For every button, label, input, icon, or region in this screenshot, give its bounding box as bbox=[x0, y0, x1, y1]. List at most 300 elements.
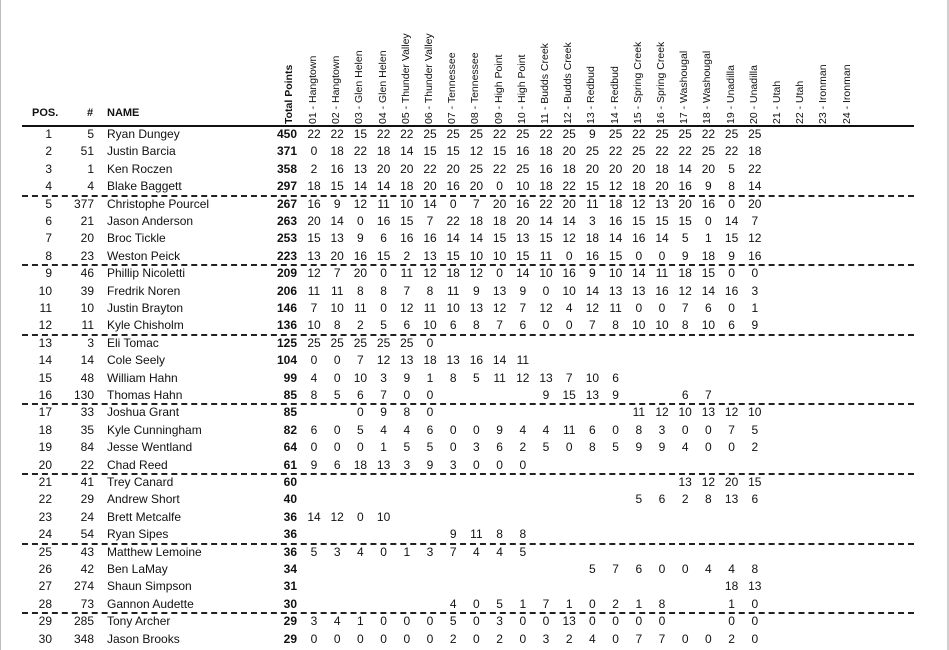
round-score-cell: 18 bbox=[446, 266, 460, 281]
round-score-cell: 13 bbox=[585, 388, 600, 402]
round-header: 03 - Glen Helen bbox=[353, 50, 366, 124]
round-score-cell: 9 bbox=[635, 440, 643, 455]
round-score-cell: 14 bbox=[748, 179, 762, 194]
round-score-cell: 14 bbox=[423, 196, 437, 211]
round-score-cell: 16 bbox=[678, 179, 692, 194]
round-score-cell: 7 bbox=[449, 544, 457, 559]
round-score-cell: 8 bbox=[681, 318, 689, 333]
round-score-cell: 18 bbox=[678, 266, 692, 281]
round-score-cell: 5 bbox=[380, 318, 387, 333]
round-score-cell: 0 bbox=[449, 422, 457, 437]
position-cell: 19 bbox=[38, 440, 52, 455]
round-score-cell: 16 bbox=[376, 214, 391, 228]
bike-number-cell: 3 bbox=[87, 335, 94, 350]
round-score-cell: 0 bbox=[705, 214, 712, 228]
round-score-cell: 8 bbox=[310, 388, 318, 402]
round-score-cell: 7 bbox=[681, 301, 689, 315]
position-cell: 14 bbox=[38, 353, 52, 368]
round-score-cell: 7 bbox=[635, 631, 643, 646]
round-score-cell: 16 bbox=[562, 266, 576, 281]
round-score-cell: 4 bbox=[589, 631, 596, 646]
round-score-cell: 18 bbox=[724, 579, 739, 594]
round-score-cell: 14 bbox=[330, 214, 344, 228]
round-score-cell: 10 bbox=[307, 318, 321, 333]
round-score-cell: 5 bbox=[612, 440, 619, 455]
table-row bbox=[0, 404, 949, 421]
position-cell: 9 bbox=[45, 266, 52, 281]
round-score-cell: 18 bbox=[585, 231, 600, 246]
round-score-cell: 16 bbox=[516, 196, 530, 211]
round-score-cell: 6 bbox=[357, 388, 364, 402]
rider-name-cell: Ben LaMay bbox=[107, 562, 168, 576]
round-score-cell: 20 bbox=[330, 248, 344, 263]
round-score-cell: 10 bbox=[539, 266, 553, 281]
total-points-cell: 209 bbox=[276, 266, 297, 281]
round-score-cell: 20 bbox=[562, 144, 576, 159]
round-score-cell: 6 bbox=[612, 370, 619, 385]
round-header: 13 - Redbud bbox=[585, 66, 598, 124]
table-row bbox=[0, 457, 949, 474]
round-score-cell: 5 bbox=[357, 422, 364, 437]
total-points-cell: 40 bbox=[283, 492, 297, 507]
rider-name-cell: Andrew Short bbox=[107, 492, 180, 507]
table-row bbox=[0, 335, 949, 352]
total-points-cell: 85 bbox=[283, 405, 297, 420]
total-points-cell: 125 bbox=[276, 335, 297, 350]
round-score-cell: 20 bbox=[446, 161, 460, 176]
round-score-cell: 7 bbox=[473, 196, 480, 211]
round-score-cell: 16 bbox=[330, 161, 344, 176]
round-score-cell: 18 bbox=[701, 248, 716, 263]
round-score-cell: 22 bbox=[307, 127, 321, 141]
round-header: 18 - Washougal bbox=[701, 50, 714, 124]
bike-number-cell: 43 bbox=[80, 544, 94, 559]
round-score-cell: 11 bbox=[586, 196, 599, 211]
round-score-cell: 4 bbox=[333, 614, 341, 629]
round-header: 12 - Budds Creek bbox=[562, 42, 575, 124]
round-header: 22 - Utah bbox=[794, 80, 807, 124]
round-score-cell: 0 bbox=[705, 422, 712, 437]
total-points-cell: 61 bbox=[283, 457, 297, 472]
round-score-cell: 0 bbox=[542, 283, 550, 298]
bike-number-cell: 20 bbox=[80, 231, 94, 246]
round-score-cell: 25 bbox=[632, 144, 646, 159]
round-score-cell: 0 bbox=[310, 353, 318, 368]
table-row bbox=[0, 178, 949, 195]
table-row bbox=[0, 230, 949, 247]
round-score-cell: 22 bbox=[539, 196, 553, 211]
position-cell: 27 bbox=[38, 579, 52, 594]
bike-number-cell: 377 bbox=[73, 196, 94, 211]
round-score-cell: 8 bbox=[705, 492, 712, 507]
round-score-cell: 6 bbox=[333, 457, 341, 472]
round-score-cell: 7 bbox=[380, 388, 387, 402]
position-cell: 16 bbox=[38, 388, 52, 402]
bike-number-cell: 48 bbox=[80, 370, 94, 385]
round-score-cell: 18 bbox=[400, 179, 414, 194]
round-score-cell: 20 bbox=[701, 161, 716, 176]
round-score-cell: 14 bbox=[585, 283, 600, 298]
round-score-cell: 10 bbox=[562, 283, 576, 298]
total-points-cell: 29 bbox=[283, 614, 297, 629]
table-row bbox=[0, 300, 949, 317]
bike-number-cell: 51 bbox=[80, 144, 94, 159]
round-score-cell: 11 bbox=[307, 283, 321, 298]
bike-number-cell: 24 bbox=[80, 509, 94, 524]
round-score-cell: 1 bbox=[635, 596, 643, 611]
round-score-cell: 20 bbox=[562, 196, 576, 211]
table-row bbox=[0, 561, 949, 578]
total-points-cell: 36 bbox=[283, 544, 297, 559]
round-score-cell: 14 bbox=[724, 214, 739, 228]
total-points-cell: 30 bbox=[283, 596, 297, 611]
round-score-cell: 3 bbox=[449, 457, 457, 472]
round-score-cell: 2 bbox=[310, 161, 318, 176]
round-score-cell: 0 bbox=[751, 596, 759, 611]
round-score-cell: 0 bbox=[473, 631, 480, 646]
round-score-cell: 3 bbox=[542, 631, 550, 646]
round-score-cell: 9 bbox=[681, 248, 689, 263]
round-score-cell: 9 bbox=[589, 266, 596, 281]
bike-number-cell: 23 bbox=[80, 248, 94, 263]
round-score-cell: 9 bbox=[333, 196, 341, 211]
round-score-cell: 12 bbox=[353, 196, 368, 211]
round-score-cell: 18 bbox=[608, 196, 623, 211]
round-score-cell: 15 bbox=[376, 248, 391, 263]
round-score-cell: 6 bbox=[635, 562, 643, 576]
round-score-cell: 11 bbox=[377, 196, 390, 211]
round-score-cell: 15 bbox=[724, 231, 739, 246]
round-score-cell: 11 bbox=[400, 266, 414, 281]
round-score-cell: 22 bbox=[400, 127, 414, 141]
round-score-cell: 7 bbox=[542, 596, 550, 611]
round-score-cell: 0 bbox=[496, 266, 503, 281]
round-header: 05 - Thunder Valley bbox=[399, 33, 412, 124]
round-score-cell: 6 bbox=[403, 318, 411, 333]
round-score-cell: 12 bbox=[724, 405, 739, 420]
round-score-cell: 5 bbox=[333, 388, 341, 402]
round-score-cell: 14 bbox=[701, 283, 716, 298]
round-score-cell: 20 bbox=[724, 475, 739, 489]
round-score-cell: 7 bbox=[705, 388, 712, 402]
round-score-cell: 12 bbox=[400, 301, 414, 315]
round-score-cell: 15 bbox=[562, 388, 576, 402]
rider-name-cell: Kyle Cunningham bbox=[107, 422, 202, 437]
round-score-cell: 3 bbox=[403, 457, 411, 472]
round-score-cell: 20 bbox=[492, 196, 507, 211]
total-points-cell: 99 bbox=[283, 370, 297, 385]
table-row bbox=[0, 491, 949, 508]
round-score-cell: 22 bbox=[330, 127, 344, 141]
rider-name-cell: Joshua Grant bbox=[107, 405, 180, 420]
round-score-cell: 25 bbox=[678, 127, 692, 141]
round-score-cell: 0 bbox=[426, 335, 434, 350]
round-score-cell: 9 bbox=[449, 527, 457, 542]
round-score-cell: 9 bbox=[519, 283, 527, 298]
bike-number-cell: 285 bbox=[73, 614, 94, 629]
rider-name-cell: Kyle Chisholm bbox=[107, 318, 184, 333]
round-score-cell: 7 bbox=[310, 301, 318, 315]
round-score-cell: 8 bbox=[426, 283, 434, 298]
round-score-cell: 0 bbox=[357, 405, 364, 420]
rider-name-cell: Ryan Sipes bbox=[107, 527, 169, 542]
table-row bbox=[0, 578, 949, 595]
rider-name-cell: William Hahn bbox=[107, 370, 178, 385]
position-cell: 23 bbox=[38, 509, 52, 524]
round-score-cell: 9 bbox=[473, 283, 480, 298]
round-score-cell: 0 bbox=[728, 266, 735, 281]
round-header: 02 - Hangtown bbox=[330, 55, 343, 124]
round-score-cell: 22 bbox=[608, 144, 623, 159]
round-score-cell: 12 bbox=[516, 370, 530, 385]
round-score-cell: 12 bbox=[492, 301, 507, 315]
round-score-cell: 9 bbox=[310, 457, 318, 472]
round-score-cell: 5 bbox=[496, 596, 503, 611]
rider-name-cell: Shaun Simpson bbox=[107, 579, 192, 594]
bike-number-cell: 33 bbox=[80, 405, 94, 420]
round-score-cell: 12 bbox=[469, 144, 484, 159]
round-score-cell: 0 bbox=[473, 614, 480, 629]
round-score-cell: 5 bbox=[449, 614, 457, 629]
round-score-cell: 0 bbox=[496, 457, 503, 472]
round-score-cell: 4 bbox=[681, 440, 689, 455]
round-score-cell: 11 bbox=[655, 266, 669, 281]
bike-number-cell: 5 bbox=[87, 127, 94, 141]
round-score-cell: 11 bbox=[516, 353, 530, 368]
round-score-cell: 0 bbox=[751, 266, 759, 281]
round-score-cell: 12 bbox=[539, 301, 553, 315]
round-score-cell: 15 bbox=[492, 144, 507, 159]
round-score-cell: 10 bbox=[400, 196, 414, 211]
bike-number-cell: 1 bbox=[87, 161, 94, 176]
round-score-cell: 0 bbox=[705, 440, 712, 455]
round-score-cell: 8 bbox=[449, 370, 457, 385]
round-score-cell: 1 bbox=[426, 370, 434, 385]
round-score-cell: 20 bbox=[678, 196, 692, 211]
rider-name-cell: Weston Peick bbox=[107, 248, 181, 263]
position-cell: 30 bbox=[38, 631, 52, 646]
round-score-cell: 18 bbox=[353, 457, 368, 472]
bike-number-cell: 42 bbox=[80, 562, 94, 576]
round-score-cell: 16 bbox=[400, 231, 414, 246]
round-score-cell: 22 bbox=[423, 161, 437, 176]
round-header: 14 - Redbud bbox=[608, 66, 621, 124]
round-score-cell: 6 bbox=[751, 492, 759, 507]
bike-number-cell: 84 bbox=[80, 440, 94, 455]
round-score-cell: 9 bbox=[658, 440, 666, 455]
rider-name-cell: Eli Tomac bbox=[107, 335, 159, 350]
round-score-cell: 20 bbox=[632, 161, 646, 176]
table-row bbox=[0, 509, 949, 526]
rider-name-cell: Jason Brooks bbox=[107, 631, 180, 646]
round-score-cell: 5 bbox=[403, 440, 411, 455]
round-score-cell: 22 bbox=[353, 144, 368, 159]
round-score-cell: 12 bbox=[655, 405, 669, 420]
total-points-cell: 358 bbox=[276, 161, 297, 176]
bike-number-cell: 4 bbox=[87, 179, 94, 194]
round-score-cell: 16 bbox=[632, 231, 646, 246]
round-score-cell: 10 bbox=[376, 509, 391, 524]
table-row bbox=[0, 370, 949, 387]
round-score-cell: 15 bbox=[307, 231, 321, 246]
round-score-cell: 11 bbox=[493, 370, 506, 385]
table-row bbox=[0, 613, 949, 630]
round-score-cell: 0 bbox=[658, 248, 666, 263]
rider-name-cell: Phillip Nicoletti bbox=[107, 266, 186, 281]
round-score-cell: 25 bbox=[423, 127, 437, 141]
round-score-cell: 0 bbox=[310, 440, 318, 455]
total-points-cell: 29 bbox=[283, 631, 297, 646]
round-score-cell: 9 bbox=[542, 388, 550, 402]
bike-number-cell: 21 bbox=[80, 214, 94, 228]
round-score-cell: 12 bbox=[330, 509, 344, 524]
table-row bbox=[0, 283, 949, 300]
round-score-cell: 16 bbox=[307, 196, 321, 211]
round-score-cell: 1 bbox=[705, 231, 712, 246]
rider-name-cell: Matthew Lemoine bbox=[107, 544, 202, 559]
round-score-cell: 10 bbox=[748, 405, 762, 420]
round-score-cell: 13 bbox=[748, 579, 762, 594]
round-score-cell: 0 bbox=[658, 614, 666, 629]
round-score-cell: 6 bbox=[705, 301, 712, 315]
position-cell: 17 bbox=[38, 405, 52, 420]
bike-number-cell: 274 bbox=[73, 579, 94, 594]
round-score-cell: 2 bbox=[496, 631, 503, 646]
round-score-cell: 1 bbox=[403, 544, 411, 559]
round-score-cell: 13 bbox=[376, 457, 391, 472]
bike-number-cell: 73 bbox=[80, 596, 94, 611]
rider-name-cell: Fredrik Noren bbox=[107, 283, 181, 298]
position-cell: 25 bbox=[38, 544, 52, 559]
round-score-cell: 5 bbox=[589, 562, 596, 576]
round-score-cell: 4 bbox=[705, 562, 712, 576]
round-header: 11 - Budds Creek bbox=[539, 43, 551, 124]
table-row bbox=[0, 248, 949, 265]
round-score-cell: 2 bbox=[449, 631, 457, 646]
round-score-cell: 25 bbox=[701, 144, 716, 159]
round-score-cell: 0 bbox=[426, 388, 434, 402]
round-score-cell: 22 bbox=[492, 161, 507, 176]
round-score-cell: 9 bbox=[496, 422, 503, 437]
round-score-cell: 18 bbox=[376, 144, 391, 159]
round-score-cell: 6 bbox=[310, 422, 318, 437]
table-row bbox=[0, 317, 949, 334]
round-score-cell: 0 bbox=[357, 214, 364, 228]
round-header: 16 - Spring Creek bbox=[655, 41, 667, 124]
round-score-cell: 7 bbox=[333, 266, 341, 281]
round-score-cell: 12 bbox=[469, 266, 484, 281]
round-score-cell: 6 bbox=[380, 231, 387, 246]
round-score-cell: 16 bbox=[655, 283, 669, 298]
round-score-cell: 8 bbox=[635, 422, 643, 437]
round-score-cell: 20 bbox=[423, 179, 437, 194]
round-score-cell: 20 bbox=[516, 214, 530, 228]
round-score-cell: 0 bbox=[333, 353, 341, 368]
round-score-cell: 14 bbox=[446, 231, 460, 246]
table-row bbox=[0, 126, 949, 143]
round-score-cell: 2 bbox=[519, 440, 527, 455]
round-score-cell: 16 bbox=[539, 161, 553, 176]
round-score-cell: 0 bbox=[380, 301, 387, 315]
round-score-cell: 25 bbox=[748, 127, 762, 141]
round-score-cell: 6 bbox=[519, 318, 527, 333]
round-score-cell: 9 bbox=[751, 318, 759, 333]
position-cell: 15 bbox=[38, 370, 52, 385]
total-points-cell: 450 bbox=[276, 127, 297, 141]
round-score-cell: 22 bbox=[678, 144, 692, 159]
round-score-cell: 14 bbox=[376, 179, 391, 194]
round-score-cell: 10 bbox=[516, 179, 530, 194]
round-score-cell: 9 bbox=[728, 248, 735, 263]
rider-name-cell: Brett Metcalfe bbox=[107, 509, 182, 524]
round-score-cell: 3 bbox=[751, 283, 759, 298]
round-score-cell: 7 bbox=[751, 214, 759, 228]
round-score-cell: 25 bbox=[724, 127, 739, 141]
round-score-cell: 0 bbox=[473, 596, 480, 611]
rider-name-cell: Justin Barcia bbox=[107, 144, 176, 159]
round-score-cell: 18 bbox=[748, 144, 762, 159]
round-score-cell: 8 bbox=[496, 527, 503, 542]
round-score-cell: 16 bbox=[724, 283, 739, 298]
round-score-cell: 20 bbox=[469, 179, 484, 194]
round-score-cell: 8 bbox=[519, 527, 527, 542]
round-score-cell: 10 bbox=[423, 318, 437, 333]
round-score-cell: 1 bbox=[380, 440, 387, 455]
round-score-cell: 12 bbox=[376, 353, 391, 368]
position-cell: 3 bbox=[45, 161, 52, 176]
round-score-cell: 3 bbox=[473, 440, 480, 455]
total-points-cell: 206 bbox=[276, 283, 297, 298]
table-row bbox=[0, 631, 949, 648]
round-score-cell: 25 bbox=[608, 127, 623, 141]
position-cell: 6 bbox=[45, 214, 52, 228]
position-cell: 22 bbox=[38, 492, 52, 507]
round-score-cell: 5 bbox=[310, 544, 318, 559]
round-score-cell: 0 bbox=[380, 631, 387, 646]
bike-number-cell: 29 bbox=[80, 492, 94, 507]
round-score-cell: 9 bbox=[426, 457, 434, 472]
round-score-cell: 10 bbox=[330, 301, 344, 315]
round-score-cell: 4 bbox=[519, 422, 527, 437]
round-score-cell: 14 bbox=[539, 214, 553, 228]
round-score-cell: 22 bbox=[724, 144, 739, 159]
round-score-cell: 12 bbox=[562, 231, 576, 246]
bike-number-cell: 14 bbox=[80, 353, 94, 368]
round-score-cell: 15 bbox=[446, 144, 460, 159]
round-score-cell: 0 bbox=[751, 631, 759, 646]
round-score-cell: 15 bbox=[585, 179, 600, 194]
round-score-cell: 3 bbox=[496, 614, 503, 629]
round-score-cell: 0 bbox=[565, 318, 573, 333]
round-score-cell: 14 bbox=[562, 214, 576, 228]
round-score-cell: 10 bbox=[701, 318, 716, 333]
round-score-cell: 0 bbox=[565, 440, 573, 455]
round-score-cell: 0 bbox=[357, 440, 364, 455]
total-points-cell: 36 bbox=[283, 527, 297, 542]
round-score-cell: 15 bbox=[678, 214, 692, 228]
total-points-cell: 263 bbox=[276, 214, 297, 228]
round-score-cell: 1 bbox=[751, 301, 759, 315]
round-score-cell: 8 bbox=[751, 562, 759, 576]
round-score-cell: 25 bbox=[516, 127, 530, 141]
round-score-cell: 13 bbox=[678, 475, 692, 489]
round-score-cell: 13 bbox=[562, 614, 576, 629]
total-points-cell: 253 bbox=[276, 231, 297, 246]
table-row bbox=[0, 196, 949, 213]
round-score-cell: 8 bbox=[403, 405, 411, 420]
round-score-cell: 6 bbox=[658, 492, 666, 507]
round-score-cell: 4 bbox=[565, 301, 573, 315]
